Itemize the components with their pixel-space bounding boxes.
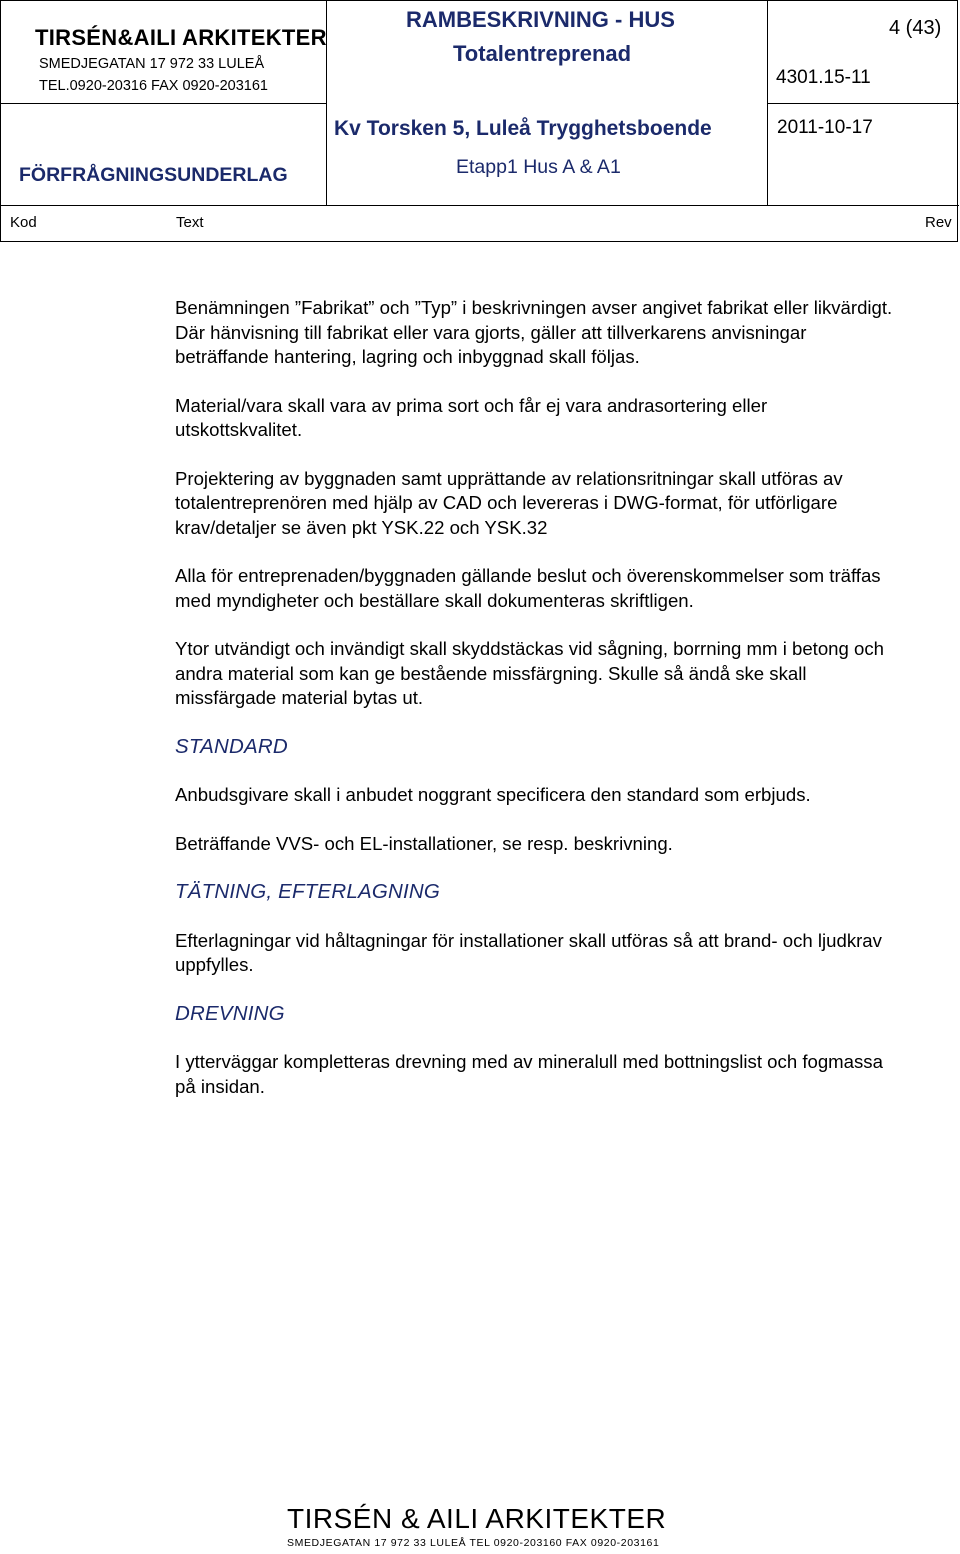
document-subtitle: Totalentreprenad: [453, 41, 632, 66]
footer-logo: TIRSÉN & AILI ARKITEKTER: [287, 1503, 667, 1534]
project-name: Kv Torsken 5, Luleå Trygghetsboende: [334, 117, 712, 140]
header-divider: [1, 205, 959, 206]
paragraph: Material/vara skall vara av prima sort och får ej vara andrasortering eller utskottskvalitet.: [175, 394, 768, 440]
firm-name: TIRSÉN&AILI ARKITEKTER: [35, 25, 327, 50]
project-stage: Etapp1 Hus A & A1: [456, 156, 621, 178]
page-number: 4 (43): [889, 17, 942, 39]
document-status: FÖRFRÅGNINGSUNDERLAG: [19, 164, 288, 186]
section-heading-tatning: TÄTNING, EFTERLAGNING: [175, 880, 441, 903]
firm-address: SMEDJEGATAN 17 972 33 LULEÅ: [39, 56, 265, 72]
paragraph: Benämningen ”Fabrikat” och ”Typ” i beskrivningen avser angivet fabrikat eller likvärdigt.: [175, 297, 893, 318]
paragraph: Beträffande VVS- och EL-installationer, se resp. beskrivning.: [175, 832, 673, 854]
paragraph: Efterlagningar vid håltagningar för installationer skall utföras så att brand- och ljudkrav uppfylles.: [175, 929, 882, 975]
paragraph: Ytor utvändigt och invändigt skall skyddstäckas vid sågning, borrning mm i betong och andra material som kan ge bestående missfärgning. Skulle så ändå ske skall missfärgade material bytas ut.: [175, 638, 885, 708]
document-header: [0, 0, 958, 242]
document-title: RAMBESKRIVNING - HUS: [406, 7, 675, 32]
column-header-rev: Rev: [925, 214, 952, 231]
paragraph: I ytterväggar kompletteras drevning med av mineralull med bottningslist och fogmassa på insidan.: [175, 1051, 883, 1097]
document-body: [175, 296, 895, 1123]
section-heading-drevning: DREVNING: [175, 1001, 285, 1025]
document-number: 4301.15-11: [776, 67, 871, 88]
column-header-kod: Kod: [10, 214, 37, 231]
header-divider: [767, 103, 959, 104]
column-header-text: Text: [176, 214, 204, 231]
section-heading-standard: STANDARD: [175, 734, 288, 758]
document-date: 2011-10-17: [777, 117, 873, 138]
paragraph: Projektering av byggnaden samt upprättande av relationsritningar skall utföras av totalentreprenören med hjälp av CAD och levereras i DWG-format, för utförligare krav/detaljer se även pkt YSK.22 och YSK.32: [175, 467, 843, 538]
footer-address: SMEDJEGATAN 17 972 33 LULEÅ TEL 0920-203160 FAX 0920-203161: [287, 1537, 660, 1549]
paragraph: Alla för entreprenaden/byggnaden gällande beslut och överenskommelser som träffas med myndigheter och beställare skall dokumenteras skriftligen.: [175, 565, 881, 611]
firm-phone: TEL.0920-20316 FAX 0920-203161: [39, 78, 268, 94]
paragraph: Anbudsgivare skall i anbudet noggrant specificera den standard som erbjuds.: [175, 784, 811, 805]
paragraph: Där hänvisning till fabrikat eller vara gjorts, gäller att tillverkarens anvisningar beträffande hantering, lagring och inbyggnad skall följas.: [175, 321, 807, 367]
header-divider: [1, 103, 326, 104]
